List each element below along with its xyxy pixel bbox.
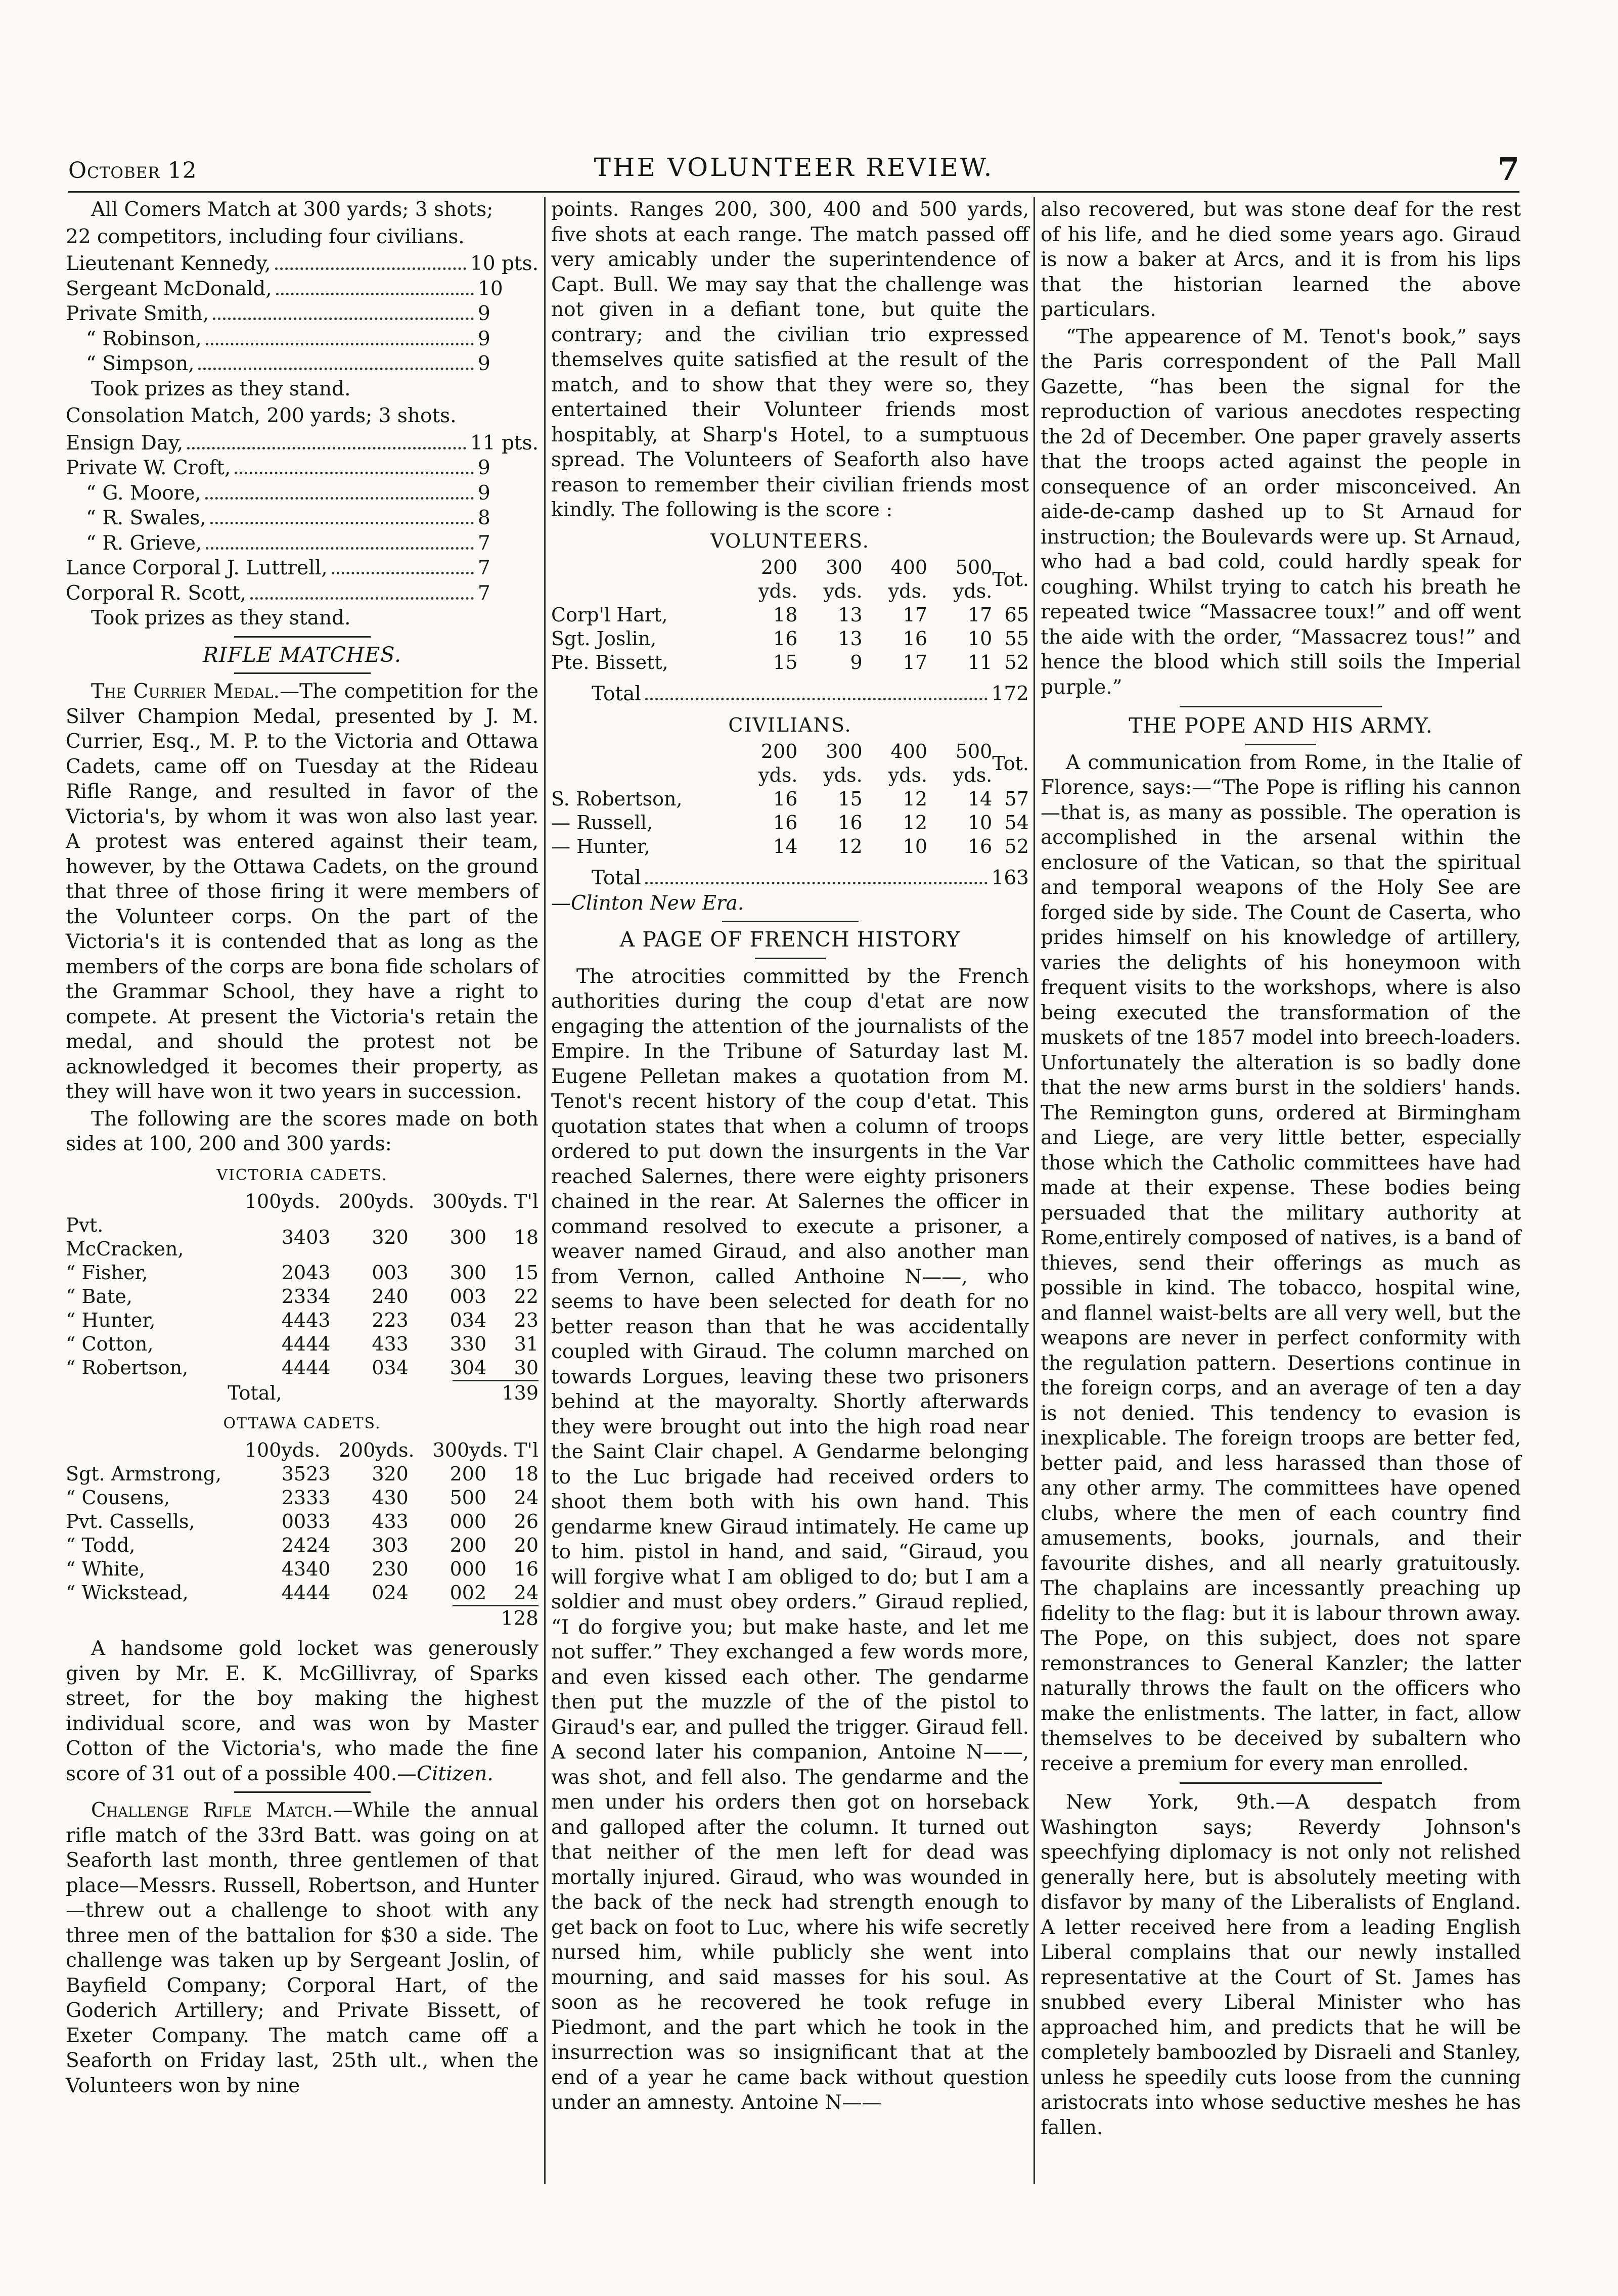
column-header: 300 yds. — [823, 740, 863, 786]
row-cell: 65 — [1004, 604, 1029, 626]
row-cell: 003 — [450, 1285, 487, 1308]
row-cell: 2043 — [281, 1262, 331, 1284]
row-cell: 2333 — [281, 1486, 331, 1509]
row-cell: 52 — [1004, 651, 1029, 673]
ottawa-total: 128 — [501, 1607, 538, 1630]
row-cell: 2424 — [281, 1534, 331, 1556]
table-row — [66, 1462, 538, 1486]
column-header — [551, 740, 733, 787]
column-header: 400 yds. — [888, 556, 928, 602]
score-line: Private W. Croft, 9 — [66, 457, 490, 479]
row-cell: 433 — [372, 1510, 409, 1533]
row-cell: 4444 — [281, 1333, 331, 1355]
all-comers-list — [66, 251, 538, 377]
victoria-rows — [66, 1213, 538, 1380]
table-header-row: 100yds. 200yds. 300yds. T'l — [244, 1438, 538, 1461]
column-header: 200 yds. — [758, 556, 798, 602]
row-cell: 52 — [1004, 835, 1029, 858]
row-cell: 12 — [838, 835, 863, 858]
civilians-score-table — [551, 740, 1029, 859]
score-line: “ Simpson, 9 — [86, 352, 490, 375]
source-credit: —Clinton New Era. — [551, 891, 744, 915]
row-cell: 320 — [372, 1226, 409, 1248]
issue-date: October 12 — [68, 158, 197, 184]
row-cell: 0033 — [281, 1510, 331, 1533]
table-row — [551, 811, 1029, 835]
all-comers-intro: All Comers Match at 300 yards; 3 shots; — [91, 198, 493, 221]
volunteers-score-table — [551, 556, 1029, 674]
row-cell: 57 — [1004, 788, 1029, 810]
prizes-note: Took prizes as they stand. — [91, 377, 351, 400]
row-cell: 23 — [514, 1309, 538, 1331]
section-heading: A PAGE OF FRENCH HISTORY — [619, 927, 961, 952]
table-row — [66, 1261, 538, 1285]
table-header-row: 100yds. 200yds. 300yds. T'l — [244, 1190, 538, 1212]
section-heading: THE POPE AND HIS ARMY. — [1129, 713, 1433, 738]
section-rule — [1180, 1782, 1382, 1784]
row-name: Pvt. McCracken, — [66, 1214, 184, 1260]
row-name: “ White, — [66, 1557, 146, 1580]
row-cell: 22 — [514, 1285, 538, 1308]
prizes-note: Took prizes as they stand. — [91, 607, 351, 629]
team-heading: CIVILIANS. — [728, 713, 852, 736]
row-name: “ Robertson, — [66, 1357, 189, 1379]
ottawa-score-table — [66, 1438, 538, 1462]
team-heading: OTTAWA CADETS. — [223, 1415, 381, 1432]
table-row — [551, 651, 1029, 674]
row-cell: 2334 — [281, 1285, 331, 1308]
score-line: Ensign Day, 11 pts. — [66, 431, 538, 455]
column-header — [551, 556, 733, 603]
article-paragraph: A handsome gold locket was generously given by Mr. E. K. McGillivray, of Sparks street, for the boy making the highest individual score, and was won by Master Cotton of the Victoria's, who made the fine score of 31 out of a possible 400.—Citizen. — [66, 1637, 538, 1785]
table-row — [66, 1332, 538, 1356]
row-cell: 31 — [514, 1333, 538, 1355]
row-cell: 034 — [450, 1309, 487, 1331]
row-cell: 16 — [967, 835, 993, 858]
article-paragraph: The following are the scores made on both sides at 100, 200 and 300 yards: — [66, 1107, 538, 1155]
row-cell: 230 — [372, 1557, 409, 1580]
row-cell: 14 — [967, 788, 993, 810]
score-line: “ R. Swales, 8 — [86, 507, 490, 529]
row-cell: 13 — [838, 604, 863, 626]
row-cell: 002 — [450, 1581, 487, 1604]
row-cell: 12 — [903, 812, 928, 834]
article-paragraph: New York, 9th.—A despatch from Washington says; Reverdy Johnson's speechfying diplomacy is not only not relished generally here, but is absolutely meeting with disfavor by many of the Liberalists of England. A letter received here from a leading English Liberal complains that our newly installed representative at the Court of St. James has snubbed every Liberal Minister who has approached him, and predicts that he will be completely bamboozled by Disraeli and Stanley, unless he speedily cuts loose from the cunning aristocrats into whose seductive meshes he has fallen. — [1041, 1791, 1521, 2139]
row-cell: 4444 — [281, 1357, 331, 1379]
row-cell: 18 — [773, 604, 798, 626]
article-paragraph: Challenge Rifle Match.—While the annual rifle match of the 33rd Batt. was going on at Seaforth last month, three gentlemen of that place—Messrs. Russell, Robertson, and Hunter—threw out a challenge to shoot with any three men of the battalion for $30 a side. The challenge was taken up by Sergeant Joslin, of Bayfield Company; Corporal Hart, of the Goderich Artillery; and Private Bissett, of Exeter Company. The match came off a Seaforth on Friday last, 25th ult., when the Volunteers won by nine — [66, 1799, 538, 2097]
column-header: Tot. — [992, 568, 1029, 591]
table-row — [551, 835, 1029, 859]
table-header-row — [551, 556, 1029, 603]
column-2 — [551, 197, 1029, 2118]
row-cell: 20 — [514, 1534, 538, 1556]
column-header: 400 yds. — [888, 740, 928, 786]
row-cell: 200 — [450, 1534, 487, 1556]
article-paragraph: The atrocities committed by the French authorities during the coup d'etat are now engaging the attention of the journalists of the Empire. In the Tribune of Saturday last M. Eugene Pelletan makes a quotation from M. Tenot's recent history of the coup d'etat. This quotation states that when a column of troops ordered to put down the insurgents in the Var reached Salernes, there were eighty prisoners chained in the rear. At Salernes the officer in command resolved to execute a prisoner, a weaver named Giraud, and also another man from Vernon, called Anthoine N——, who seems to have been selected for death for no better reason than that he was accidentally coupled with Giraud. The column marched on towards Lorgues, leaving these two prisoners behind at the mayoralty. Shortly afterwards they were brought out into the high road near the Saint Clair chapel. A Gendarme belonging to the Luc brigade had received orders to shoot them both with his own hand. This gendarme knew Giraud intimately. He came up to him. pistol in hand, and said, “Giraud, you will forgive what I am obliged to do; but I am a soldier and must obey orders.” Giraud replied, “I do forgive you; but make haste, and let me not suffer.” They exchanged a few words more, and even kissed each other. The gendarme then put the muzzle of the of the pistol to Giraud's ear, and pulled the trigger. Giraud fell. A second later his companion, Antoine N——, was shot, and fell also. The gendarme and the men under his orders then got on horseback and galloped after the column. It turned out that neither of the men left for dead was mortally injured. Giraud, who was wounded in the back of the neck had strength enough to get back on foot to Luc, where his wife secretly nursed him, while publicly she went into mourning, and said masses for his soul. As soon as he recovered he took refuge in Piedmont, and the part which he took in the insurrection was so insignificant that at the end of a year he came back without question under an amnesty. Antoine N—— — [551, 965, 1029, 2114]
masthead-title: THE VOLUNTEER REVIEW. — [594, 153, 994, 182]
section-rule — [234, 1791, 371, 1793]
article-paragraph: “The appearence of M. Tenot's book,” says the Paris correspondent of the Pall Mall Gazette, “has been the signal for the reproduction of various anecdotes respecting the 2d of December. One paper gravely asserts that the troops acted against the people in consequence of an order misconceived. An aide-de-camp dashed up to St Arnaud for instruction; the Boulevards were up. St Arnaud, who had a bad cold, could hardly speak for coughing. Whilst trying to catch his breath he repeated twice “Massacree toux!” and off went the aide with the order, “Massacrez tous!” and hence the blood which still soils the Imperial purple.” — [1041, 325, 1521, 699]
row-cell: 000 — [450, 1510, 487, 1533]
row-cell: 4444 — [281, 1581, 331, 1604]
row-cell: 4340 — [281, 1557, 331, 1580]
row-cell: 300 — [450, 1226, 487, 1248]
table-row — [66, 1285, 538, 1309]
row-cell: 9 — [850, 651, 863, 673]
score-line: Lieutenant Kennedy, 10 pts. — [66, 252, 538, 275]
row-cell: 200 — [450, 1462, 487, 1485]
article-paragraph: The Currier Medal.—The competition for the Silver Champion Medal, presented by J. M. Currier, Esq., M. P. to the Victoria and Ottawa Cadets, came off on Tuesday at the Rideau Rifle Range, and resulted in favor of the Victoria's, by whom it was won also last year. A protest was entered against their team, however, by the Ottawa Cadets, on the ground that three of those firing it were members of the Volunteer corps. On the part of the Victoria's it is contended that as long as the members of the corps are bona fide scholars of the Grammar School, they have a right to compete. At present the Victoria's retain the medal, and should the protest not be acknowledged it becomes their property, as they will have won it two years in succession. — [66, 680, 538, 1103]
row-cell: 330 — [450, 1333, 487, 1355]
row-name: “ Cousens, — [66, 1486, 170, 1509]
column-header: 300 yds. — [823, 556, 863, 602]
row-cell: 320 — [372, 1462, 409, 1485]
row-name: “ Todd, — [66, 1534, 136, 1556]
row-cell: 003 — [372, 1262, 409, 1284]
row-cell: 16 — [773, 812, 798, 834]
row-name: — Russell, — [551, 812, 653, 834]
column-divider — [1033, 197, 1035, 2184]
table-row — [551, 627, 1029, 651]
row-cell: 18 — [514, 1226, 538, 1248]
row-cell: 3523 — [281, 1462, 331, 1485]
column-header: 200 yds. — [758, 740, 798, 786]
row-name: Sgt. Joslin, — [551, 627, 657, 650]
row-cell: 12 — [903, 788, 928, 810]
row-cell: 303 — [372, 1534, 409, 1556]
row-cell: 4443 — [281, 1309, 331, 1331]
row-cell: 55 — [1004, 627, 1029, 650]
score-line: “ R. Grieve, 7 — [86, 531, 490, 555]
column-header: 500 yds. — [953, 740, 993, 786]
row-cell: 223 — [372, 1309, 409, 1331]
table-row — [66, 1486, 538, 1510]
table-row — [66, 1213, 538, 1261]
row-name: “ Cotton, — [66, 1333, 154, 1355]
score-line: “ G. Moore, 9 — [86, 481, 490, 505]
victoria-total: Total, 139 — [228, 1382, 538, 1404]
section-rule — [234, 636, 371, 638]
row-name: S. Robertson, — [551, 788, 683, 810]
row-cell: 16 — [773, 627, 798, 650]
row-cell: 24 — [514, 1581, 538, 1604]
row-cell: 26 — [514, 1510, 538, 1533]
column-divider — [544, 197, 546, 2184]
row-cell: 24 — [514, 1486, 538, 1509]
section-rule — [1245, 744, 1316, 745]
row-cell: 10 — [967, 627, 993, 650]
row-cell: 54 — [1004, 812, 1029, 834]
header-rule — [68, 191, 1519, 193]
article-paragraph: also recovered, but was stone deaf for the rest of his life, and he died some years ago. Giraud is now a baker at Arcs, and it is from his lips that the historian learned the above particulars. — [1041, 198, 1521, 321]
score-line: Corporal R. Scott, 7 — [66, 581, 490, 605]
row-cell: 024 — [372, 1581, 409, 1604]
table-row — [66, 1534, 538, 1557]
table-row — [66, 1309, 538, 1332]
row-cell: 16 — [838, 812, 863, 834]
table-row — [551, 603, 1029, 627]
row-name: Corp'l Hart, — [551, 604, 668, 626]
section-rule — [1180, 706, 1382, 707]
article-paragraph: A communication from Rome, in the Italie of Florence, says:—“The Pope is rifling his cannon—that is, as many as possible. The operation is accomplished in the arsenal within the enclosure of the Vatican, so that the spiritual and temporal weapons of the Holy See are forged side by side. The Count de Caserta, who prides himself on his knowledge of artillery, varies the delights of his honeymoon with frequent visits to the workshops, where is also being executed the transformation of the muskets of tne 1857 model into breech-loaders. Unfortunately the alteration is so badly done that the new arms burst in the soldiers' hands. The Remington guns, ordered at Birmingham and Liege, are very little better, especially those which the Catholic committees have had made at their expense. These bodies being persuaded that the military authority at Rome,entirely composed of natives, is a band of thieves, send their offerings as much as possible in kind. The tobacco, hospital wine, and flannel waist-belts are all very well, but the weapons are never in perfect conformity with the regulation pattern. Desertions continue in the foreign corps, and an average of ten a day is not denied. This tendency to evasion is inexplicable. The foreign troops are better fed, better paid, and less harassed than those of any other army. The committees have opened clubs, where the men of each country find amusements, books, journals, and their favourite dishes, and all nearly gratuitously. The chaplains are incessantly preaching up fidelity to the flag: but it is labour thrown away. The Pope, on this subject, does not spare remonstrances to General Kanzler; the latter naturally throws the fault on the officers who make the enlistments. The latter, in fact, allow themselves to be deceived by subaltern who receive a premium for every man enrolled. — [1041, 751, 1521, 1775]
article-paragraph: points. Ranges 200, 300, 400 and 500 yards, five shots at each range. The match passed off very amicably under the superintendence of Capt. Bull. We may say that the challenge was not given in a defiant tone, but quite the contrary; and the civilian trio expressed themselves quite satisfied at the result of the match, and to show that they were so, they entertained their Volunteer friends most hospitably, at Sharp's Hotel, to a sumptuous spread. The Volunteers of Seaforth also have reason to remember their civilian friends most kindly. The following is the score : — [551, 198, 1029, 521]
row-name: “ Bate, — [66, 1285, 132, 1308]
score-line: Private Smith, 9 — [66, 302, 490, 325]
total-line: Total 172 — [592, 683, 1029, 705]
table-row — [66, 1581, 538, 1605]
row-cell: 15 — [514, 1262, 538, 1284]
row-cell: 13 — [838, 627, 863, 650]
column-1 — [66, 197, 538, 2100]
page-header — [68, 151, 1519, 191]
row-cell: 300 — [450, 1262, 487, 1284]
row-cell: 17 — [903, 651, 928, 673]
score-line: “ Robinson, 9 — [86, 327, 490, 350]
row-name: Pvt. Cassells, — [66, 1510, 195, 1533]
row-cell: 11 — [967, 651, 993, 673]
table-row — [551, 787, 1029, 811]
row-cell: 16 — [903, 627, 928, 650]
row-cell: 034 — [372, 1357, 409, 1379]
column-header: 500 yds. — [953, 556, 993, 602]
row-cell: 433 — [372, 1333, 409, 1355]
row-name: “ Fisher, — [66, 1262, 148, 1284]
section-heading: RIFLE MATCHES. — [202, 642, 402, 667]
row-cell: 3403 — [281, 1226, 331, 1248]
row-name: Sgt. Armstrong, — [66, 1462, 222, 1485]
table-header-row — [551, 740, 1029, 787]
section-rule — [234, 672, 371, 674]
row-cell: 16 — [514, 1557, 538, 1580]
all-comers-intro-2: 22 competitors, including four civilians. — [66, 225, 465, 248]
team-heading: VOLUNTEERS. — [710, 529, 870, 552]
row-cell: 17 — [967, 604, 993, 626]
row-cell: 15 — [773, 651, 798, 673]
row-name: — Hunter, — [551, 835, 650, 858]
consolation-list — [66, 431, 538, 606]
table-row — [66, 1510, 538, 1534]
team-heading: VICTORIA CADETS. — [216, 1166, 388, 1184]
row-cell: 14 — [773, 835, 798, 858]
row-cell: 000 — [450, 1557, 487, 1580]
row-cell: 10 — [967, 812, 993, 834]
row-cell: 10 — [903, 835, 928, 858]
table-row — [66, 1356, 538, 1380]
score-line: Lance Corporal J. Luttrell, 7 — [66, 557, 490, 579]
column-3 — [1041, 197, 1521, 2142]
column-header: Tot. — [992, 752, 1029, 775]
row-cell: 430 — [372, 1486, 409, 1509]
row-name: “ Wickstead, — [66, 1581, 189, 1604]
row-cell: 16 — [773, 788, 798, 810]
row-cell: 15 — [838, 788, 863, 810]
victoria-score-table — [66, 1190, 538, 1213]
consolation-heading: Consolation Match, 200 yards; 3 shots. — [66, 404, 457, 427]
section-rule — [755, 958, 826, 959]
row-cell: 240 — [372, 1285, 409, 1308]
row-name: Pte. Bissett, — [551, 651, 668, 673]
table-row — [66, 1557, 538, 1581]
total-line: Total 163 — [592, 867, 1029, 889]
ottawa-rows — [66, 1462, 538, 1605]
row-cell: 500 — [450, 1486, 487, 1509]
row-cell: 17 — [903, 604, 928, 626]
page-number: 7 — [1497, 151, 1519, 188]
section-rule — [722, 921, 859, 922]
score-line: Sergeant McDonald, 10 — [66, 277, 503, 300]
row-cell: 18 — [514, 1462, 538, 1485]
row-cell: 30 — [514, 1357, 538, 1379]
row-name: “ Hunter, — [66, 1309, 156, 1331]
row-cell: 304 — [450, 1357, 487, 1379]
